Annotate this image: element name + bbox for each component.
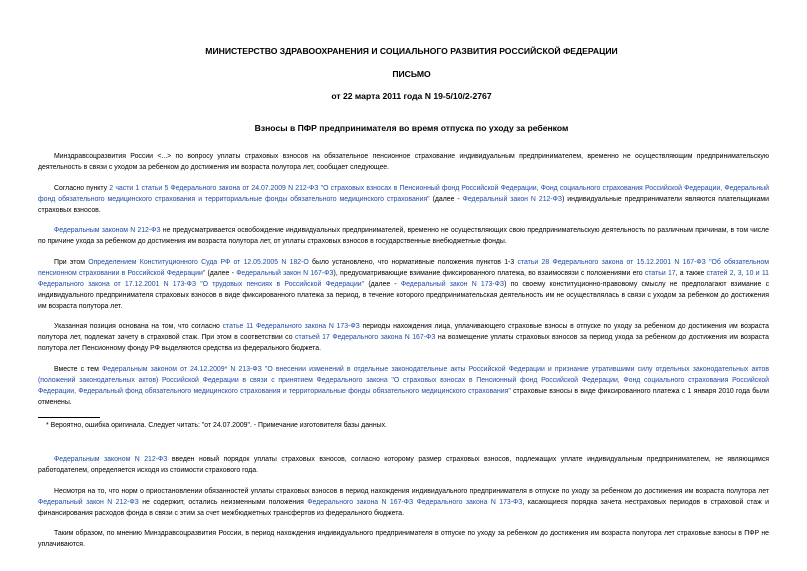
paragraph — [38, 486, 769, 519]
footnote: * Вероятно, ошибка оригинала. Следует читать: "от 24.07.2009". - Примечание изготовителя базы данных. — [46, 422, 387, 429]
paragraph-text: не предусматривается освобождение индивидуальных предпринимателей, временно не осуществляющих свою предпринимательскую деятельность по различным причинам, в том числе по причине ухода за ребенком до достижения им возраста полутора лет, от уплаты страховых взносов в государственные внебюджетные фонды. — [38, 227, 769, 245]
law-reference-link[interactable]: Федерального закона N 173-ФЗ — [416, 498, 523, 506]
paragraph-text: , касающиеся порядка зачета нестраховых периодов в страховой стаж и финансирования расходов фонда в связи с этим за счет межбюджетных трансфертов из федерального бюджета. — [38, 498, 769, 517]
law-reference-link[interactable]: Федеральный закон N 173-ФЗ — [400, 280, 505, 288]
law-reference-link[interactable]: Федерального закона N 167-ФЗ — [307, 498, 414, 506]
paragraph-text: Вместе с тем — [54, 365, 102, 373]
law-reference-link[interactable]: Федеральным законом от 24.12.2009 — [101, 365, 225, 373]
law-reference-link[interactable]: статьи 17 — [644, 269, 676, 277]
law-reference-link[interactable]: Федеральный закон N 212-ФЗ — [38, 498, 139, 506]
paragraph-text: (далее - — [205, 269, 237, 277]
law-reference-link[interactable]: Федеральный закон N 212-ФЗ — [462, 195, 563, 203]
law-reference-link[interactable]: * N 213-ФЗ "О внесении изменений в отдельные законодательные акты Российской Федерации и признание утратившими силу отдельных законодательных актов (положений законодательных актов) Российской Федерации в связи с принятием Федерального закона "О страховых взносах в Пенсионный фонд Российской Федерации, Фонд социального страхования Российской Федерации, Федеральный фонд обязательного медицинского страхования и территориальные фонды обязательного медицинского страхования" — [38, 365, 770, 395]
paragraph-text: Минздравсоцразвития России <...> по вопросу уплаты страховых взносов на обязательное пенсионное страхование индивидуальным предпринимателем, временно не осуществляющим предпринимательскую деятельность в связи с уходом за ребенком до достижения им возраста полутора лет, сообщает следующее. — [38, 153, 769, 171]
paragraph-text: не содержит, остались неизменными положения — [138, 498, 308, 506]
paragraph-text: (далее - — [364, 280, 401, 288]
paragraph — [38, 225, 769, 247]
ministry-heading: МИНИСТЕРСТВО ЗДРАВООХРАНЕНИЯ И СОЦИАЛЬНОГО РАЗВИТИЯ РОССИЙСКОЙ ФЕДЕРАЦИИ — [205, 46, 618, 56]
paragraph — [38, 183, 769, 216]
paragraph-text: введен новый порядок уплаты страховых взносов, согласно которому размер страховых взносов, подлежащих уплате индивидуальным предпринимателем, не являющимся работодателем, определяется исходя из стоимости страхового года. — [38, 456, 769, 474]
paragraph-text: Указанная позиция основана на том, что согласно — [54, 323, 223, 330]
law-reference-link[interactable]: Федеральным законом N 212-ФЗ — [54, 227, 161, 234]
footnote-divider — [38, 417, 100, 418]
law-reference-link[interactable]: статей 2, 3, 10 и 11 Федерального закона от 17.12.2001 N 173-ФЗ "О трудовых пенсиях в Российской Федерации" — [38, 269, 769, 288]
paragraph — [38, 454, 769, 476]
date-number-heading: от 22 марта 2011 года N 19-5/10/2-2767 — [331, 91, 492, 101]
paragraph-text: , а также — [675, 269, 707, 277]
main-paragraphs — [38, 151, 769, 408]
paragraph-text: страховые взносы в виде фиксированного платежа с 1 января 2010 года были отменены. — [38, 387, 769, 406]
document-body — [38, 151, 769, 560]
paragraph — [38, 321, 769, 354]
law-reference-link[interactable]: статье 11 Федерального закона N 173-ФЗ — [222, 323, 360, 330]
paragraph — [38, 151, 769, 173]
paragraph — [38, 528, 769, 550]
document-type-heading: ПИСЬМО — [392, 69, 431, 79]
law-reference-link[interactable]: Федеральный закон N 167-ФЗ — [236, 269, 334, 277]
paragraph-text: Таким образом, по мнению Минздравсоцразвития России, в период нахождения индивидуального предпринимателя в отпуске по уходу за ребенком до достижения им возраста полутора лет страховые взносы в ПФР не уплачиваются. — [38, 530, 769, 548]
paragraph-text: ) индивидуальные предприниматели являются плательщиками страховых взносов. — [38, 195, 770, 214]
paragraph-text: Согласно пункту — [54, 184, 110, 192]
paragraph-text: ) по своему конституционно-правовому смыслу не предполагают взимание с индивидуального предпринимателя страховых взносов в виде фиксированного платежа за период, в течение которого предпринимательская деятельность им не осуществлялась в связи с уходом за ребенком до достижения им возраста полутора лет. — [38, 280, 770, 310]
paragraph-text: было установлено, что нормативные положения пунктов 1-3 — [308, 258, 518, 266]
paragraph-text: ), предусматривающие взимание фиксированного платежа, во взаимосвязи с положениями его — [333, 269, 645, 277]
law-reference-link[interactable]: статьей 17 Федерального закона N 167-ФЗ — [295, 334, 436, 341]
paragraph-text: Несмотря на то, что норм о приостановлении обязанностей уплаты страховых взносов в период нахождения индивидуального предпринимателя в отпуске по уходу за ребенком до достижения им возраста полутора лет — [54, 487, 769, 495]
law-reference-link[interactable]: Федеральным законом N 212-ФЗ — [54, 456, 168, 463]
document-title: Взносы в ПФР предпринимателя во время отпуска по уходу за ребенком — [254, 123, 569, 133]
law-reference-link[interactable]: Определением Конституционного Суда РФ от 12.05.2005 N 182-О — [88, 258, 309, 266]
paragraph-text: При этом — [54, 258, 89, 266]
after-paragraphs — [38, 454, 769, 550]
law-reference-link[interactable]: 2 части 1 статьи 5 Федерального закона от 24.07.2009 N 212-ФЗ "О страховых взносах в Пенсионный фонд Российской Федерации, Фонд социального страхования Российской Федерации, Федеральный фонд обязательного медицинского страхования и территориальные фонды обязательного медицинского страхования" — [38, 184, 769, 203]
paragraph-text: на возмещение уплаты страховых взносов за период ухода за ребенком до достижения им возраста полутора лет Пенсионному фонду РФ выделяются средства из федерального бюджета. — [38, 334, 769, 352]
law-reference-link[interactable]: статьи 28 Федерального закона от 15.12.2001 N 167-ФЗ "Об обязательном пенсионном страховании в Российской Федерации" — [38, 258, 769, 277]
paragraph — [38, 257, 769, 312]
paragraph — [38, 364, 769, 408]
paragraph-text: периоды нахождения лица, уплачивающего страховые взносы в отпуске по уходу за ребенком до достижения им возраста полутора лет, подлежат зачету в страховой стаж. При этом в соответствии со — [38, 323, 769, 341]
paragraph-text: (далее - — [429, 195, 463, 203]
